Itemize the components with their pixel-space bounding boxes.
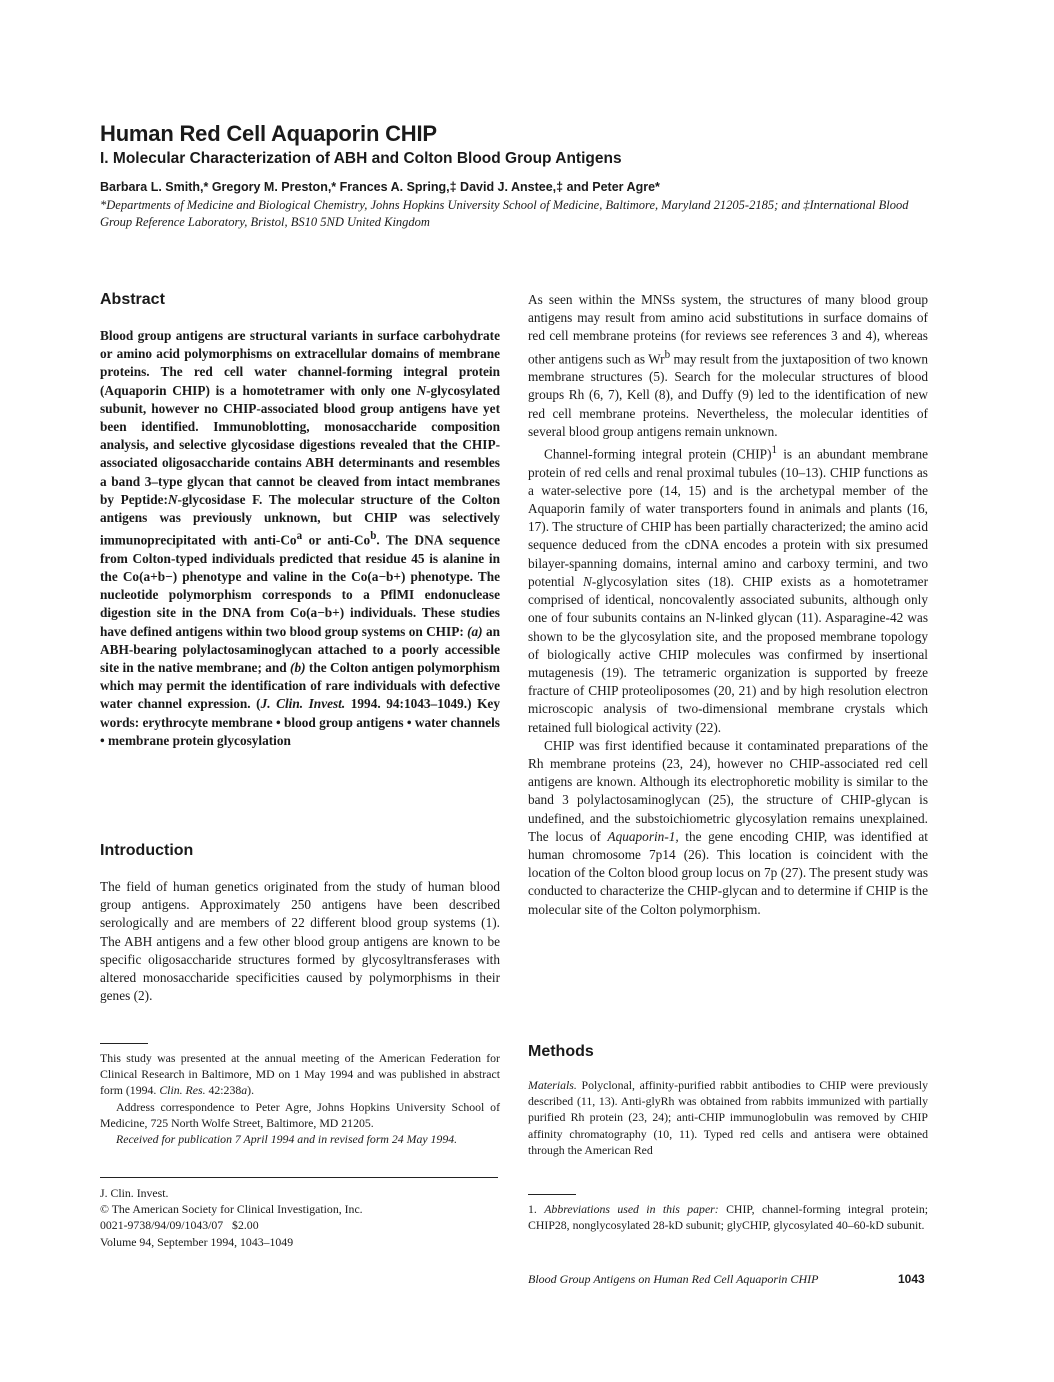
abstract-text-4: or anti-Co xyxy=(302,532,371,548)
abbrev-text: CHIP, channel-forming integral protein; CHIP28, nonglycosylated 28-kD subunit; glyCHIP, glycosylated 40–60-kD subunit. xyxy=(528,1202,929,1233)
journal-name: J. Clin. Invest. xyxy=(100,1186,169,1200)
intro-p4-text-b: the gene encoding CHIP, was identified at human chromosome 7p14 (26). This location is coincident with the location of the Colton blood group locus on 7p (27). The present study was conducted to characterize the CHIP-glycan and to determine if CHIP is the molecular site of the Colton polymorphism. xyxy=(528,828,928,917)
footnote-presented-close: ). xyxy=(247,1083,255,1098)
abbrev-label: Abbreviations used in this paper: xyxy=(544,1202,719,1216)
intro-p3-sup: 1 xyxy=(771,444,778,457)
journal-info xyxy=(100,1185,500,1250)
running-title: Blood Group Antigens on Human Red Cell Aquaporin CHIP xyxy=(528,1272,819,1286)
abstract-body xyxy=(100,327,500,750)
author-list: Barbara L. Smith,* Gregory M. Preston,* Frances A. Spring,‡ David J. Anstee,‡ and Peter Agre* xyxy=(100,180,660,194)
intro-p3-text-a: Channel-forming integral protein (CHIP) xyxy=(544,446,772,462)
methods-body xyxy=(528,1077,928,1158)
intro-p2-text-a: As seen within the MNSs system, the structures of many blood group antigens may result from amino acid substitutions in surface domains of red cell membrane proteins (for reviews see references 3 and 4), whereas other antigens such as Wr xyxy=(528,292,928,367)
intro-p3-text-c: -glycosylation sites (18). CHIP exists as a homotetramer comprised of identical, noncovalently associated subunits, although only one of four subunits contains an N-linked glycan (11). Asparagine-42 was shown to be the glycosylation site, and the proposed membrane topology of biologically active CHIP molecules was confirmed by insertional mutagenesis (19). The tetrameric organization is supported by freeze fracture of CHIP proteoliposomes (20, 21) and by high resolution electron microscopic analysis of two-dimensional membrane crystals which retained full biological activity (22). xyxy=(528,573,928,735)
abstract-text-2: -glycosylated subunit, however no CHIP-associated blood group antigens have yet been identified. Immunoblotting, monosaccharide composition analysis, and selective glycosidase digestions revealed that the CHIP-associated oligosaccharide contains ABH determinants and resembles a band 3–type glycan that cannot be cleaved from intact membranes by Peptide: xyxy=(100,382,500,507)
intro-p4-gene: Aquaporin-1, xyxy=(607,828,679,844)
footnote-address: Address correspondence to Peter Agre, Johns Hopkins University School of Medicine, 725 North Wolfe Street, Baltimore, MD 21205. xyxy=(100,1099,500,1130)
abstract-sup-b: b xyxy=(370,530,377,543)
journal-volume: Volume 94, September 1994, 1043–1049 xyxy=(100,1234,294,1249)
page-number: 1043 xyxy=(898,1272,925,1286)
methods-materials-text: Polyclonal, affinity-purified rabbit antibodies to CHIP were previously described (11, 13). Anti-glyRh was obtained from rabbits immunized with partially purified Rh protein (23, 24); anti-CHIP immunoglobulin was removed by CHIP affinity chromatography (10, 11). Typed red cells and antisera were obtained through the American Red xyxy=(528,1078,928,1157)
footnote-presented: This study was presented at the annual meeting of the American Federation for Clinical Research in Baltimore, MD on 1 May 1994 and was published in abstract form (1994. xyxy=(100,1051,500,1098)
article-subtitle: I. Molecular Characterization of ABH and Colton Blood Group Antigens xyxy=(100,150,622,167)
abstract-text-3: -glycosidase F. The molecular structure of the Colton antigens was previously unknown, but CHIP was selectively immunoprecipitated with anti-Co xyxy=(100,491,500,548)
abstract-text-1: Blood group antigens are structural variants in surface carbohydrate or amino acid polymorphisms on extracellular domains of membrane proteins. The red cell water channel-forming integral protein (Aquaporin CHIP) is a homotetramer with only one xyxy=(100,328,500,398)
intro-p2-sup: b xyxy=(664,348,671,361)
methods-materials-label: Materials. xyxy=(528,1078,577,1092)
abbrev-divider xyxy=(528,1194,576,1195)
abstract-text-6: an ABH-bearing polylactosaminoglycan attached to a poorly accessible site in the native membrane; and xyxy=(100,623,500,676)
abstract-heading: Abstract xyxy=(100,291,165,308)
footnote-presented-suffix: a xyxy=(241,1083,248,1098)
journal-issn: 0021-9738/94/09/1043/07 $2.00 xyxy=(100,1218,259,1233)
abstract-text-7: the Colton antigen polymorphism which may permit the identification of rare individuals with defective water channel expression. ( xyxy=(100,660,500,712)
left-footnotes xyxy=(100,1050,500,1147)
intro-paragraph-2 xyxy=(528,291,928,441)
abbrev-number: 1. xyxy=(528,1202,545,1216)
right-column-body xyxy=(528,291,928,919)
abstract-text-5: . The DNA sequence from Colton-typed individuals predicted that residue 45 is alanine in the Co(a+b−) phenotype and valine in the Co(a−b+) phenotype. The nucleotide polymorphism corresponds to a PflMI endonuclease digestion site in the DNA from Co(a−b+) individuals. These studies have defined antigens within two blood group systems on CHIP: xyxy=(100,532,500,639)
intro-paragraph-3 xyxy=(528,441,928,737)
author-affiliations: *Departments of Medicine and Biological Chemistry, Johns Hopkins University School of Medicine, Baltimore, Maryland 21205-2185; and ‡International Blood Group Reference Laboratory, Bristol, BS10 5ND United Kingdom xyxy=(100,198,909,229)
abstract-n-2: N xyxy=(167,491,178,507)
journal-copyright: © The American Society for Clinical Investigation, Inc. xyxy=(100,1202,363,1217)
abbrev-footnote xyxy=(528,1201,928,1233)
article-title: Human Red Cell Aquaporin CHIP xyxy=(100,121,437,146)
footnote-presented-journal: Clin. Res. xyxy=(159,1083,206,1098)
abstract-text-8: 1994. 94:1043–1049.) Key words: erythrocyte membrane • blood group antigens • water channels • membrane protein glycosylation xyxy=(100,696,500,748)
abstract-citation-journal: J. Clin. Invest. xyxy=(260,696,346,712)
footnote-divider xyxy=(100,1043,148,1044)
methods-heading: Methods xyxy=(528,1043,594,1060)
abstract-sup-a: a xyxy=(296,530,303,543)
abstract-item-a: (a) xyxy=(467,623,483,639)
introduction-body xyxy=(100,878,500,1005)
intro-p4-text-a: CHIP was first identified because it contaminated preparations of the Rh membrane proteins (23, 24), however no CHIP-associated red cell antigens are known. Although its electrophoretic mobility is similar to the band 3 polylactosaminoglycan (25), the structure of CHIP-glycan is undefined, and the substoichiometric glycosylation remains unexplained. The locus of xyxy=(528,737,928,844)
intro-p3-n: N xyxy=(583,573,592,589)
footnote-received: Received for publication 7 April 1994 and in revised form 24 May 1994. xyxy=(116,1132,458,1147)
footnote-presented-end: 42:238 xyxy=(205,1083,242,1098)
intro-p2-text-b: may result from the juxtaposition of two known membrane structures (5). Search for the molecular structures of blood groups Rh (6, 7), Kell (8), and Duffy (9) led to the identification of new red cell membrane proteins. Nevertheless, the molecular identities of several blood group antigens remain unknown. xyxy=(528,351,929,439)
intro-paragraph-4 xyxy=(528,737,928,919)
introduction-paragraph: The field of human genetics originated from the study of human blood group antigens. Approximately 250 antigens have been described serologically and are members of 22 different blood group systems (1). The ABH antigens and a few other blood group antigens are known to be specific oligosaccharide structures formed by glycosyltransferases with altered monosaccharide specificities caused by polymorphisms in their genes (2). xyxy=(100,879,500,1004)
abstract-item-b: (b) xyxy=(290,660,306,676)
abstract-n-1: N xyxy=(416,382,427,398)
introduction-heading: Introduction xyxy=(100,842,194,859)
intro-p3-text-b: is an abundant membrane protein of red cells and renal proximal tubules (10–13). CHIP functions as a water-selective pore (14, 15) and is the archetypal member of the Aquaporin family of water transporters found in animals and plants (16, 17). The structure of CHIP has been partially characterized; the amino acid sequence deduced from the cDNA encodes a protein with six presumed bilayer-spanning domains, internal amino and carboxy termini, and two potential xyxy=(528,446,929,589)
journal-info-divider xyxy=(100,1177,498,1178)
